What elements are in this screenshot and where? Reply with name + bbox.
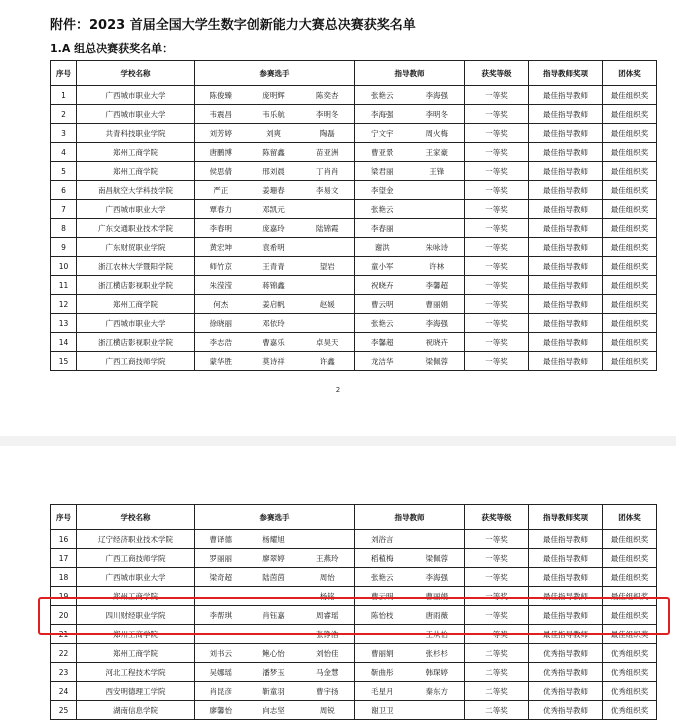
- cell-member: 张铮浩: [301, 625, 355, 644]
- cell-member: 刘芳婷: [195, 124, 247, 143]
- column-header-teachers: 指导教师: [355, 505, 465, 530]
- column-header-teacher-award: 指导教师奖项: [529, 61, 603, 86]
- cell-member: [195, 625, 247, 644]
- cell-member: 王青青: [247, 257, 301, 276]
- cell-teacher: 龙洁华: [355, 352, 410, 371]
- table-row: [51, 625, 657, 644]
- cell-teacher: 祝晓卉: [355, 276, 410, 295]
- cell-award: 一等奖: [465, 530, 529, 549]
- cell-teacher: 张艳云: [355, 568, 410, 587]
- cell-teacher: 宁文宇: [355, 124, 410, 143]
- cell-teacher-award: 最佳指导教师: [529, 257, 603, 276]
- cell-group-award: 优秀组织奖: [603, 701, 657, 720]
- cell-group-award: 优秀组织奖: [603, 682, 657, 701]
- table-row: [51, 257, 657, 276]
- cell-school: 湖南信息学院: [77, 701, 195, 720]
- table-row: [51, 238, 657, 257]
- cell-member: 姜启帆: [247, 295, 301, 314]
- cell-member: 徐晓丽: [195, 314, 247, 333]
- cell-teacher: [410, 181, 465, 200]
- column-header-seq: 序号: [51, 505, 77, 530]
- cell-teacher-award: 优秀指导教师: [529, 701, 603, 720]
- cell-school: 四川财经职业学院: [77, 606, 195, 625]
- cell-member: 陶磊: [301, 124, 355, 143]
- cell-school: 郑州工商学院: [77, 587, 195, 606]
- cell-member: 周怡: [301, 568, 355, 587]
- cell-member: [301, 276, 355, 295]
- cell-member: 刘爽: [247, 124, 301, 143]
- cell-teacher: 李海强: [410, 314, 465, 333]
- cell-seq: 10: [51, 257, 77, 276]
- table-row: [51, 333, 657, 352]
- cell-school: 广东交通职业技术学院: [77, 219, 195, 238]
- cell-member: 曹译德: [195, 530, 247, 549]
- cell-teacher-award: 最佳指导教师: [529, 219, 603, 238]
- cell-member: 周睿瑶: [301, 606, 355, 625]
- cell-award: 二等奖: [465, 701, 529, 720]
- cell-member: 陈俊臻: [195, 86, 247, 105]
- cell-member: 李易文: [301, 181, 355, 200]
- table-row: [51, 181, 657, 200]
- cell-school: 南昌航空大学科技学院: [77, 181, 195, 200]
- column-header-members: 参赛选手: [195, 505, 355, 530]
- cell-teacher: 李望金: [355, 181, 410, 200]
- cell-teacher-award: 最佳指导教师: [529, 587, 603, 606]
- cell-member: 杨耀旭: [247, 530, 301, 549]
- cell-award: 一等奖: [465, 314, 529, 333]
- cell-seq: 16: [51, 530, 77, 549]
- cell-teacher: 曹丽娟: [410, 295, 465, 314]
- cell-member: 罗丽丽: [195, 549, 247, 568]
- cell-group-award: 最佳组织奖: [603, 295, 657, 314]
- cell-teacher-award: 最佳指导教师: [529, 625, 603, 644]
- cell-member: 韦震昌: [195, 105, 247, 124]
- cell-member: 师竹京: [195, 257, 247, 276]
- cell-member: 梁奇超: [195, 568, 247, 587]
- table-header-row: [51, 505, 657, 530]
- cell-teacher: 梁君丽: [355, 162, 410, 181]
- cell-group-award: 最佳组织奖: [603, 200, 657, 219]
- cell-teacher: 刘浴言: [355, 530, 410, 549]
- table-row: [51, 606, 657, 625]
- cell-group-award: 最佳组织奖: [603, 352, 657, 371]
- cell-award: 一等奖: [465, 352, 529, 371]
- cell-award: 一等奖: [465, 238, 529, 257]
- cell-group-award: 最佳组织奖: [603, 549, 657, 568]
- cell-member: 王燕玲: [301, 549, 355, 568]
- cell-member: 刘书云: [195, 644, 247, 663]
- cell-seq: 19: [51, 587, 77, 606]
- table-row: [51, 86, 657, 105]
- column-header-award: 获奖等级: [465, 61, 529, 86]
- cell-school: 广东财贸职业学院: [77, 238, 195, 257]
- cell-award: 一等奖: [465, 606, 529, 625]
- cell-member: 李帮琪: [195, 606, 247, 625]
- cell-member: 肖昆彦: [195, 682, 247, 701]
- table-row: [51, 124, 657, 143]
- cell-school: 辽宁经济职业技术学院: [77, 530, 195, 549]
- column-header-seq: 序号: [51, 61, 77, 86]
- cell-member: [301, 530, 355, 549]
- cell-teacher: 张艳云: [355, 86, 410, 105]
- cell-member: 何杰: [195, 295, 247, 314]
- cell-member: 陆茵茵: [247, 568, 301, 587]
- cell-group-award: 最佳组织奖: [603, 257, 657, 276]
- cell-award: 一等奖: [465, 549, 529, 568]
- cell-member: 严正: [195, 181, 247, 200]
- cell-member: 邓依玲: [247, 314, 301, 333]
- table-row: [51, 530, 657, 549]
- cell-seq: 2: [51, 105, 77, 124]
- cell-teacher-award: 最佳指导教师: [529, 124, 603, 143]
- cell-award: 一等奖: [465, 568, 529, 587]
- table-row: [51, 682, 657, 701]
- cell-member: 黄宏坤: [195, 238, 247, 257]
- page-number: 2: [335, 386, 341, 394]
- cell-seq: 1: [51, 86, 77, 105]
- cell-award: 一等奖: [465, 295, 529, 314]
- cell-school: 浙江横店影视职业学院: [77, 276, 195, 295]
- cell-seq: 17: [51, 549, 77, 568]
- cell-award: 一等奖: [465, 105, 529, 124]
- cell-teacher-award: 最佳指导教师: [529, 86, 603, 105]
- column-header-school: 学校名称: [77, 505, 195, 530]
- table-row: [51, 644, 657, 663]
- cell-seq: 11: [51, 276, 77, 295]
- cell-teacher: 曹亚景: [355, 143, 410, 162]
- cell-member: 蒋锦鑫: [247, 276, 301, 295]
- cell-school: 共青科技职业学院: [77, 124, 195, 143]
- cell-seq: 21: [51, 625, 77, 644]
- cell-group-award: 最佳组织奖: [603, 333, 657, 352]
- table-row: [51, 295, 657, 314]
- cell-member: 廖翠婷: [247, 549, 301, 568]
- cell-teacher-award: 最佳指导教师: [529, 200, 603, 219]
- cell-teacher: 李海强: [355, 105, 410, 124]
- awards-table-page-2: [50, 504, 657, 720]
- cell-award: 二等奖: [465, 682, 529, 701]
- cell-member: 朱滢滢: [195, 276, 247, 295]
- cell-teacher: 周火梅: [410, 124, 465, 143]
- cell-teacher: 李明冬: [410, 105, 465, 124]
- cell-teacher: 靳曲彤: [355, 663, 410, 682]
- table-row: [51, 701, 657, 720]
- cell-member: [247, 587, 301, 606]
- cell-member: 杨铭: [301, 587, 355, 606]
- cell-member: 苗亚洲: [301, 143, 355, 162]
- cell-teacher-award: 最佳指导教师: [529, 143, 603, 162]
- cell-teacher: [410, 530, 465, 549]
- cell-member: 邢刘晨: [247, 162, 301, 181]
- cell-teacher: [355, 625, 410, 644]
- cell-teacher-award: 最佳指导教师: [529, 352, 603, 371]
- cell-seq: 18: [51, 568, 77, 587]
- cell-member: 庞明辉: [247, 86, 301, 105]
- table-row: [51, 587, 657, 606]
- cell-seq: 15: [51, 352, 77, 371]
- cell-teacher: 韩琛婷: [410, 663, 465, 682]
- cell-seq: 24: [51, 682, 77, 701]
- cell-teacher: 曹云明: [355, 587, 410, 606]
- cell-teacher-award: 优秀指导教师: [529, 663, 603, 682]
- cell-award: 一等奖: [465, 143, 529, 162]
- cell-teacher: 李馨超: [355, 333, 410, 352]
- cell-group-award: 最佳组织奖: [603, 238, 657, 257]
- cell-teacher: [410, 701, 465, 720]
- table-row: [51, 143, 657, 162]
- cell-group-award: 最佳组织奖: [603, 606, 657, 625]
- cell-teacher: 谢卫卫: [355, 701, 410, 720]
- cell-member: 靳童羽: [247, 682, 301, 701]
- cell-teacher: 李春丽: [355, 219, 410, 238]
- cell-group-award: 最佳组织奖: [603, 625, 657, 644]
- document-title: 附件：2023 首届全国大学生数字创新能力大赛总决赛获奖名单: [50, 18, 416, 33]
- cell-seq: 23: [51, 663, 77, 682]
- cell-member: 莫诗祥: [247, 352, 301, 371]
- cell-school: 郑州工商学院: [77, 625, 195, 644]
- cell-teacher-award: 最佳指导教师: [529, 238, 603, 257]
- cell-school: 郑州工商学院: [77, 162, 195, 181]
- column-header-award: 获奖等级: [465, 505, 529, 530]
- table-row: [51, 352, 657, 371]
- cell-award: 一等奖: [465, 587, 529, 606]
- cell-group-award: 最佳组织奖: [603, 219, 657, 238]
- cell-group-award: 优秀组织奖: [603, 663, 657, 682]
- cell-teacher: 秦东方: [410, 682, 465, 701]
- cell-member: 姜珊春: [247, 181, 301, 200]
- cell-teacher: 童小军: [355, 257, 410, 276]
- table-row: [51, 200, 657, 219]
- cell-member: 蒙华胜: [195, 352, 247, 371]
- cell-teacher: 毛星月: [355, 682, 410, 701]
- cell-teacher-award: 最佳指导教师: [529, 549, 603, 568]
- cell-seq: 4: [51, 143, 77, 162]
- cell-member: [247, 625, 301, 644]
- cell-award: 二等奖: [465, 663, 529, 682]
- cell-teacher-award: 优秀指导教师: [529, 644, 603, 663]
- cell-teacher-award: 最佳指导教师: [529, 314, 603, 333]
- cell-member: 肖钰嘉: [247, 606, 301, 625]
- cell-member: 曹宇扬: [301, 682, 355, 701]
- cell-teacher: 王从怡: [410, 625, 465, 644]
- cell-teacher: 祝晓卉: [410, 333, 465, 352]
- cell-group-award: 最佳组织奖: [603, 530, 657, 549]
- cell-member: 向志坚: [247, 701, 301, 720]
- cell-member: 侯思倩: [195, 162, 247, 181]
- cell-award: 一等奖: [465, 124, 529, 143]
- cell-teacher-award: 最佳指导教师: [529, 606, 603, 625]
- cell-school: 河北工程技术学院: [77, 663, 195, 682]
- cell-teacher: 谢洪: [355, 238, 410, 257]
- cell-teacher: 曹丽娟: [355, 644, 410, 663]
- cell-teacher: 梁佩蓉: [410, 352, 465, 371]
- table-row: [51, 276, 657, 295]
- cell-member: [301, 200, 355, 219]
- cell-seq: 8: [51, 219, 77, 238]
- cell-teacher-award: 最佳指导教师: [529, 276, 603, 295]
- cell-group-award: 最佳组织奖: [603, 181, 657, 200]
- cell-seq: 20: [51, 606, 77, 625]
- cell-member: 唐鹏博: [195, 143, 247, 162]
- cell-member: 廖馨怡: [195, 701, 247, 720]
- awards-table-page-1: [50, 60, 657, 371]
- cell-member: 曹嘉乐: [247, 333, 301, 352]
- cell-member: [301, 314, 355, 333]
- cell-teacher-award: 最佳指导教师: [529, 333, 603, 352]
- cell-group-award: 最佳组织奖: [603, 314, 657, 333]
- cell-teacher: 王家豪: [410, 143, 465, 162]
- cell-seq: 6: [51, 181, 77, 200]
- cell-school: 浙江横店影视职业学院: [77, 333, 195, 352]
- table-row: [51, 314, 657, 333]
- cell-teacher: 曹云明: [355, 295, 410, 314]
- cell-teacher: 张艳云: [355, 200, 410, 219]
- cell-member: 覃春力: [195, 200, 247, 219]
- cell-teacher-award: 最佳指导教师: [529, 568, 603, 587]
- cell-member: 周锐: [301, 701, 355, 720]
- cell-seq: 5: [51, 162, 77, 181]
- table-body: [51, 530, 657, 720]
- cell-teacher: 张艳云: [355, 314, 410, 333]
- cell-teacher-award: 最佳指导教师: [529, 181, 603, 200]
- cell-member: 马金慧: [301, 663, 355, 682]
- table-row: [51, 162, 657, 181]
- cell-teacher-award: 最佳指导教师: [529, 162, 603, 181]
- column-header-teachers: 指导教师: [355, 61, 465, 86]
- cell-member: 袁希明: [247, 238, 301, 257]
- cell-group-award: 最佳组织奖: [603, 276, 657, 295]
- cell-award: 一等奖: [465, 86, 529, 105]
- cell-award: 一等奖: [465, 200, 529, 219]
- cell-member: 陈奕杏: [301, 86, 355, 105]
- cell-member: 赵媛: [301, 295, 355, 314]
- section-title: 1.A 组总决赛获奖名单：: [50, 42, 174, 55]
- cell-award: 一等奖: [465, 625, 529, 644]
- column-header-group-award: 团体奖: [603, 61, 657, 86]
- cell-teacher-award: 最佳指导教师: [529, 530, 603, 549]
- cell-award: 一等奖: [465, 219, 529, 238]
- cell-group-award: 最佳组织奖: [603, 162, 657, 181]
- cell-group-award: 最佳组织奖: [603, 86, 657, 105]
- table-row: [51, 549, 657, 568]
- cell-member: 潘梦玉: [247, 663, 301, 682]
- cell-school: 广西城市职业大学: [77, 200, 195, 219]
- cell-school: 西安明德理工学院: [77, 682, 195, 701]
- cell-member: 陆锦霞: [301, 219, 355, 238]
- column-header-school: 学校名称: [77, 61, 195, 86]
- cell-group-award: 最佳组织奖: [603, 587, 657, 606]
- cell-teacher: 许林: [410, 257, 465, 276]
- cell-award: 一等奖: [465, 333, 529, 352]
- cell-group-award: 最佳组织奖: [603, 143, 657, 162]
- cell-teacher: [410, 200, 465, 219]
- cell-member: 韦乐航: [247, 105, 301, 124]
- column-header-group-award: 团体奖: [603, 505, 657, 530]
- table-row: [51, 663, 657, 682]
- cell-school: 广西城市职业大学: [77, 568, 195, 587]
- cell-school: 广西城市职业大学: [77, 86, 195, 105]
- cell-teacher: 李馨超: [410, 276, 465, 295]
- cell-group-award: 最佳组织奖: [603, 105, 657, 124]
- cell-school: 广西城市职业大学: [77, 314, 195, 333]
- cell-award: 一等奖: [465, 162, 529, 181]
- table-body: [51, 86, 657, 371]
- cell-teacher: 朱咏诗: [410, 238, 465, 257]
- column-header-members: 参赛选手: [195, 61, 355, 86]
- cell-teacher-award: 最佳指导教师: [529, 105, 603, 124]
- document-page-2: [0, 446, 676, 724]
- cell-award: 一等奖: [465, 181, 529, 200]
- cell-teacher: 李海强: [410, 86, 465, 105]
- cell-group-award: 最佳组织奖: [603, 124, 657, 143]
- cell-school: 郑州工商学院: [77, 143, 195, 162]
- cell-school: 浙江农林大学暨阳学院: [77, 257, 195, 276]
- cell-seq: 3: [51, 124, 77, 143]
- cell-school: 广西工商技师学院: [77, 352, 195, 371]
- cell-member: [195, 587, 247, 606]
- cell-member: [301, 238, 355, 257]
- cell-teacher: 稻稙梅: [355, 549, 410, 568]
- cell-member: 李明冬: [301, 105, 355, 124]
- cell-seq: 13: [51, 314, 77, 333]
- cell-member: 邓凯元: [247, 200, 301, 219]
- cell-member: 吴娜瑶: [195, 663, 247, 682]
- cell-seq: 22: [51, 644, 77, 663]
- cell-member: 鲍心怡: [247, 644, 301, 663]
- table-row: [51, 219, 657, 238]
- cell-member: 许鑫: [301, 352, 355, 371]
- cell-teacher: 李海强: [410, 568, 465, 587]
- table-row: [51, 105, 657, 124]
- cell-teacher: 陈怡枝: [355, 606, 410, 625]
- cell-member: 刘怡佳: [301, 644, 355, 663]
- cell-teacher: 唐雨薇: [410, 606, 465, 625]
- cell-seq: 25: [51, 701, 77, 720]
- cell-teacher-award: 最佳指导教师: [529, 295, 603, 314]
- cell-group-award: 最佳组织奖: [603, 568, 657, 587]
- cell-teacher: [410, 219, 465, 238]
- cell-school: 广西城市职业大学: [77, 105, 195, 124]
- cell-member: 李志浩: [195, 333, 247, 352]
- cell-seq: 12: [51, 295, 77, 314]
- cell-award: 一等奖: [465, 276, 529, 295]
- cell-seq: 9: [51, 238, 77, 257]
- cell-teacher-award: 优秀指导教师: [529, 682, 603, 701]
- cell-group-award: 优秀组织奖: [603, 644, 657, 663]
- cell-seq: 7: [51, 200, 77, 219]
- cell-teacher: 张杉杉: [410, 644, 465, 663]
- cell-teacher: 王锋: [410, 162, 465, 181]
- cell-member: 李春明: [195, 219, 247, 238]
- cell-award: 二等奖: [465, 644, 529, 663]
- cell-teacher: 曹丽娟: [410, 587, 465, 606]
- cell-award: 一等奖: [465, 257, 529, 276]
- cell-member: 陈留鑫: [247, 143, 301, 162]
- cell-member: 庞嘉玲: [247, 219, 301, 238]
- cell-member: 望岩: [301, 257, 355, 276]
- cell-school: 郑州工商学院: [77, 295, 195, 314]
- table-row: [51, 568, 657, 587]
- table-header-row: [51, 61, 657, 86]
- cell-seq: 14: [51, 333, 77, 352]
- cell-member: 卓昊天: [301, 333, 355, 352]
- cell-school: 郑州工商学院: [77, 644, 195, 663]
- cell-member: 丁肖肖: [301, 162, 355, 181]
- cell-teacher: 梁佩蓉: [410, 549, 465, 568]
- column-header-teacher-award: 指导教师奖项: [529, 505, 603, 530]
- cell-school: 广西工商技师学院: [77, 549, 195, 568]
